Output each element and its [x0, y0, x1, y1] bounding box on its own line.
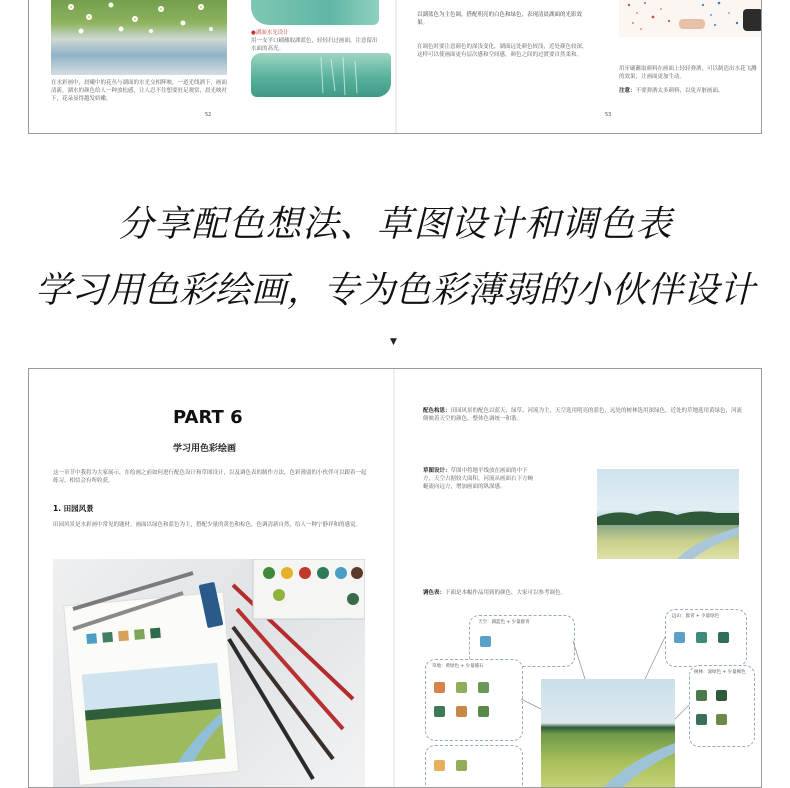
palette-paragraph: [423, 589, 743, 597]
top-right-page: [397, 0, 762, 133]
palette-box-sky-label: 天空：湖蓝色 + 少量群青: [478, 620, 530, 625]
swatch-trees-teal: [696, 714, 707, 725]
swatch-mountain-dark: [718, 632, 729, 643]
splatter-photo: [619, 0, 762, 37]
swatch-grass-moss: [478, 706, 489, 717]
tip-text: 不要弹洒太多颜料，以免弄脏画面。: [635, 88, 724, 94]
bottom-left-page: [29, 369, 393, 787]
palette-box-mountain-label: 远山：群青 + 少量绿色: [672, 614, 720, 619]
palette-label: 调色表：: [423, 590, 446, 596]
swatch-trees-moss: [716, 714, 727, 725]
page-number-right: 53: [605, 112, 612, 118]
daisy-flowers-icon: [51, 0, 227, 75]
section-text: 田园风景是水彩画中常见的题材，画面以绿色和蓝色为主，搭配少量的黄色和棕色，色调清新自然，给人一种宁静祥和的感觉。: [53, 522, 362, 528]
sketch-landscape-painting: [597, 469, 739, 559]
swatch-grass-dark: [434, 706, 445, 717]
sketch-text: 草图中将地平线放在画面的中下方，天空占据较大面积，河流从画面右下方蜿蜒流向远方，增加画面的纵深感。: [423, 468, 534, 490]
palette-center-painting: [541, 679, 675, 787]
top-left-page: [29, 0, 395, 133]
color-idea-label: 配色构思：: [423, 408, 451, 414]
color-idea-paragraph: [423, 407, 743, 423]
lake-design-text: 用一支平口刷蘸取湖蓝色，轻轻扫过画面，注意留出水面的高光。: [251, 38, 378, 52]
palette-box-bottom: [425, 745, 523, 787]
section-title: 1. 田园风景: [53, 504, 94, 513]
bottom-right-page: [395, 369, 762, 787]
swatch-bottom-green: [456, 760, 467, 771]
sketch-paragraph: [423, 467, 533, 491]
right-body: 在调色时要注意颜色的深浅变化，湖面远处颜色较浅，近处颜色较深，这样可以使画面更有层次感和空间感，颜色之间的过渡要自然柔和。: [417, 44, 588, 58]
palette-box-trees-label: 树林：深绿色 + 少量褐色: [694, 670, 746, 675]
flower-caption: 在水彩画中，晨曦中的花丛与湖面的水光交相辉映，一道光线洒下，画面清新。湖水的颜色给人一种放松感，让人忍不住想要驻足观赏，晨光映衬下，花朵显得越发娇嫩。: [51, 80, 228, 102]
center-landscape-icon: [541, 679, 675, 787]
palette-box-grass: [425, 659, 523, 741]
splatter-text: 用牙刷蘸取颜料在画面上轻轻弹洒，可以制造出水花飞溅的效果，让画面更加生动。: [619, 66, 757, 80]
swatch-bottom-orange: [434, 760, 445, 771]
lake-design-label: ●湖面水光设计: [251, 30, 289, 36]
supplies-illustration-icon: [53, 559, 365, 787]
down-arrow-icon: ▼: [390, 337, 397, 347]
palette-text: 下面是本幅作品用到的颜色，大家可以参考调色。: [445, 590, 567, 596]
palette-box-mountain: [665, 609, 747, 667]
color-idea-text: 田园风景的配色以蓝天、绿草、河流为主，天空选用明亮的蓝色，远处的树林选用深绿色，近处的草地选用黄绿色，河流倒映着天空的颜色，整体色调统一和谐。: [423, 408, 743, 422]
swatch-mountain-green: [696, 632, 707, 643]
slogan-line-1: 分享配色想法、草图设计和调色表: [117, 204, 673, 245]
paint-splatter-icon: [619, 0, 762, 37]
swatch-mountain-blue: [674, 632, 685, 643]
palette-box-trees: [689, 665, 755, 747]
sketch-label: 草图设计：: [423, 468, 451, 474]
swatch-sky-blue: [480, 636, 491, 647]
right-heading: 以湖蓝色为主色调，搭配明亮的白色和绿色，表现清晨湖面的光影效果。: [417, 12, 583, 26]
art-supplies-photo: [53, 559, 365, 787]
swatch-grass-olive: [478, 682, 489, 693]
teal-brush-stroke-1: [251, 0, 379, 25]
swatch-grass-green: [456, 682, 467, 693]
swatch-trees-green: [696, 690, 707, 701]
chapter-intro: 这一章节中我将为大家展示，在绘画之前如何进行配色设计和草图设计，以及调色表的制作方法，色彩薄弱的小伙伴可以跟着一起练习，相信会有所收获。: [53, 470, 367, 484]
page-number-left: 52: [205, 112, 212, 118]
bottom-book-spread: [28, 368, 762, 788]
slogan-line-2: 学习用色彩绘画，专为色彩薄弱的小伙伴设计: [34, 270, 755, 311]
palette-box-grass-label: 草地：黄绿色 + 少量赭石: [432, 664, 484, 669]
brush-texture-icon: [251, 53, 391, 97]
teal-brush-stroke-2: [251, 53, 391, 97]
splatter-tip: [619, 87, 759, 95]
landscape-icon: [597, 469, 739, 559]
top-book-spread: [28, 0, 762, 134]
flower-field-photo: [51, 0, 227, 75]
swatch-grass-orange: [434, 682, 445, 693]
tip-label: 注意：: [619, 88, 636, 94]
swatch-grass-tan: [456, 706, 467, 717]
swatch-trees-dark: [716, 690, 727, 701]
part-subtitle: 学习用色彩绘画: [173, 444, 237, 454]
part-title: PART 6: [173, 407, 243, 428]
